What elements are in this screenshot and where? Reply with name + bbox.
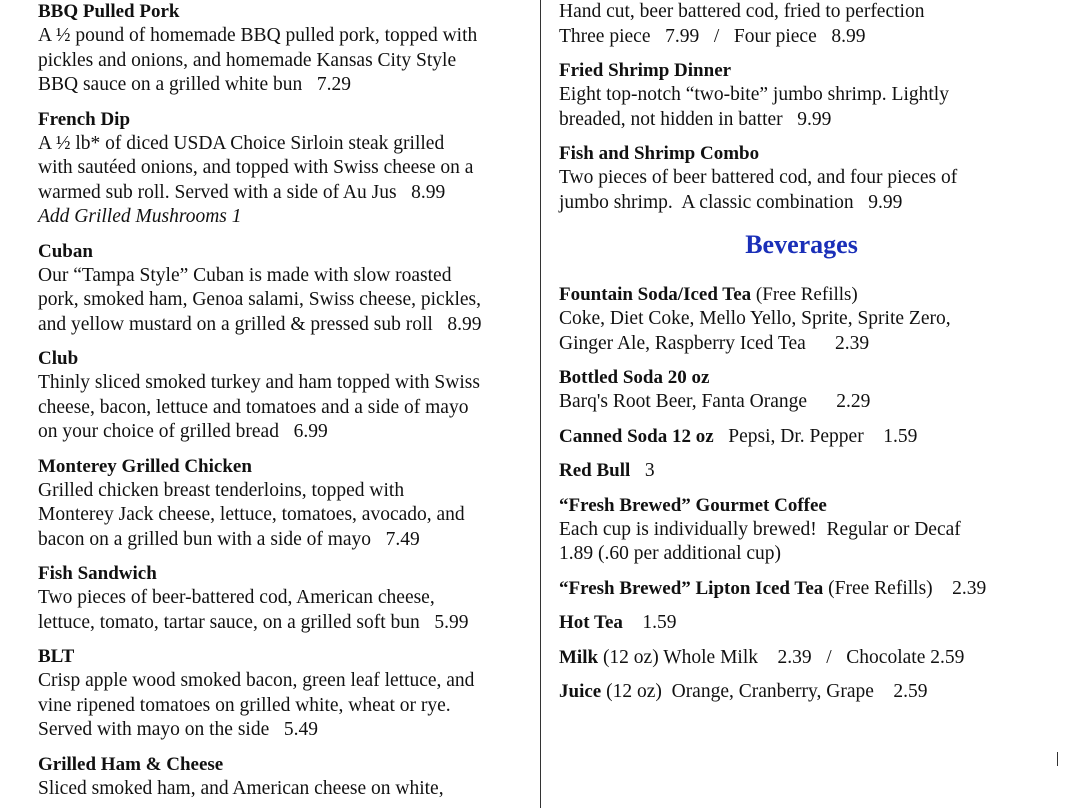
item-desc-line: BBQ sauce on a grilled white bun 7.29	[38, 74, 352, 95]
menu-item-blt	[38, 645, 528, 743]
item-desc-line: lettuce, tomato, tartar sauce, on a grilled soft bun 5.99	[38, 611, 469, 633]
item-name: French Dip	[38, 108, 131, 130]
item-desc-line: Eight top-notch “two-bite” jumbo shrimp. Lightly	[559, 84, 949, 105]
beverage-fountain-soda	[559, 283, 1059, 356]
page-edge-mark	[1057, 752, 1058, 766]
item-desc-line: 1.89 (.60 per additional cup)	[559, 543, 782, 564]
item-desc-line: pork, smoked ham, Genoa salami, Swiss cheese, pickles,	[38, 289, 481, 310]
item-name: Fish Sandwich	[38, 563, 157, 584]
item-desc-line: Crisp apple wood smoked bacon, green leaf lettuce, and	[38, 670, 475, 691]
menu-item-fish-and-chips-continued	[559, 0, 1059, 49]
item-desc-line: Two pieces of beer battered cod, and four pieces of	[559, 167, 958, 188]
item-name: Hot Tea	[559, 612, 623, 633]
item-desc-line: A ½ lb* of diced USDA Choice Sirloin steak grilled	[38, 132, 445, 154]
beverage-red-bull	[559, 459, 1059, 484]
menu-item-club	[38, 347, 528, 445]
menu-item-cuban	[38, 240, 528, 338]
item-name: Canned Soda 12 oz	[559, 425, 714, 447]
right-column	[559, 0, 1059, 715]
item-desc-line: Two pieces of beer-battered cod, American cheese,	[38, 587, 435, 608]
item-name: BLT	[38, 646, 75, 667]
item-name: Fish and Shrimp Combo	[559, 143, 760, 164]
menu-item-fish-and-shrimp-combo	[559, 142, 1059, 215]
item-detail: (Free Refills) 2.39	[823, 577, 987, 599]
item-desc-line: cheese, bacon, lettuce and tomatoes and a side of mayo	[38, 396, 469, 418]
item-detail: 3	[630, 460, 655, 481]
item-desc-line: A ½ pound of homemade BBQ pulled pork, topped with	[38, 25, 478, 46]
menu-item-fish-sandwich	[38, 562, 528, 635]
item-desc-line: on your choice of grilled bread 6.99	[38, 421, 328, 442]
item-name-aside: (Free Refills)	[751, 284, 858, 305]
item-name: “Fresh Brewed” Gourmet Coffee	[559, 494, 827, 516]
beverage-hot-tea	[559, 611, 1059, 636]
item-detail: Pepsi, Dr. Pepper 1.59	[713, 425, 918, 447]
beverage-gourmet-coffee	[559, 494, 1059, 567]
item-desc-line: jumbo shrimp. A classic combination 9.99	[559, 191, 903, 213]
item-desc-line: Coke, Diet Coke, Mello Yello, Sprite, Sprite Zero,	[559, 308, 951, 329]
item-name: Cuban	[38, 240, 93, 262]
item-name	[559, 283, 1059, 307]
menu-item-french-dip	[38, 108, 528, 230]
item-detail: 1.59	[622, 612, 677, 633]
item-desc-line: bacon on a grilled bun with a side of mayo 7.49	[38, 528, 420, 550]
item-detail: (12 oz) Whole Milk 2.39 / Chocolate 2.59	[598, 646, 965, 668]
column-divider	[540, 0, 541, 808]
item-desc-line: warmed sub roll. Served with a side of Au Jus 8.99	[38, 181, 446, 203]
item-desc-line: Served with mayo on the side 5.49	[38, 719, 318, 740]
item-addon-note: Add Grilled Mushrooms 1	[38, 206, 242, 227]
item-desc-line: vine ripened tomatoes on grilled white, wheat or rye.	[38, 694, 451, 716]
menu-item-fried-shrimp-dinner	[559, 59, 1059, 132]
beverage-milk	[559, 646, 1059, 671]
item-desc-line: Our “Tampa Style” Cuban is made with slow roasted	[38, 264, 452, 286]
item-desc-line: pickles and onions, and homemade Kansas City Style	[38, 49, 457, 71]
item-name: BBQ Pulled Pork	[38, 1, 180, 22]
item-desc-line: Sliced smoked ham, and American cheese on white,	[38, 777, 444, 799]
item-name: Grilled Ham & Cheese	[38, 753, 224, 775]
item-desc-line: Hand cut, beer battered cod, fried to perfection	[559, 1, 925, 22]
item-desc-line: Ginger Ale, Raspberry Iced Tea 2.39	[559, 332, 870, 354]
item-desc-line: Barq's Root Beer, Fanta Orange 2.29	[559, 391, 871, 412]
menu-item-grilled-ham-cheese	[38, 753, 528, 802]
item-name: Monterey Grilled Chicken	[38, 455, 252, 477]
item-name: “Fresh Brewed” Lipton Iced Tea	[559, 577, 824, 599]
item-name: Juice	[559, 681, 602, 702]
menu-item-monterey-grilled-chicken	[38, 455, 528, 553]
item-name: Fried Shrimp Dinner	[559, 60, 732, 81]
item-name: Bottled Soda 20 oz	[559, 367, 710, 388]
beverage-juice	[559, 680, 1059, 705]
item-name-text: Fountain Soda/Iced Tea	[559, 284, 752, 305]
beverage-canned-soda	[559, 425, 1059, 450]
item-desc-line: with sautéed onions, and topped with Swiss cheese on a	[38, 157, 474, 178]
item-name: Red Bull	[559, 460, 631, 481]
menu-item-bbq-pulled-pork	[38, 0, 528, 98]
item-desc-line: Thinly sliced smoked turkey and ham topped with Swiss	[38, 372, 480, 393]
item-desc-line: Each cup is individually brewed! Regular or Decaf	[559, 518, 961, 540]
item-detail: (12 oz) Orange, Cranberry, Grape 2.59	[601, 681, 928, 702]
beverage-lipton-iced-tea	[559, 577, 1059, 602]
item-desc-line: Grilled chicken breast tenderloins, topped with	[38, 479, 405, 501]
item-name: Club	[38, 348, 79, 369]
item-desc-line: Monterey Jack cheese, lettuce, tomatoes, avocado, and	[38, 504, 465, 525]
item-desc-line: and yellow mustard on a grilled & pressed sub roll 8.99	[38, 313, 482, 335]
left-column	[38, 0, 528, 811]
beverages-heading: Beverages	[745, 230, 858, 259]
item-name: Milk	[559, 646, 599, 668]
item-price-line: Three piece 7.99 / Four piece 8.99	[559, 25, 866, 47]
item-desc-line: breaded, not hidden in batter 9.99	[559, 108, 832, 130]
beverage-bottled-soda	[559, 366, 1059, 415]
